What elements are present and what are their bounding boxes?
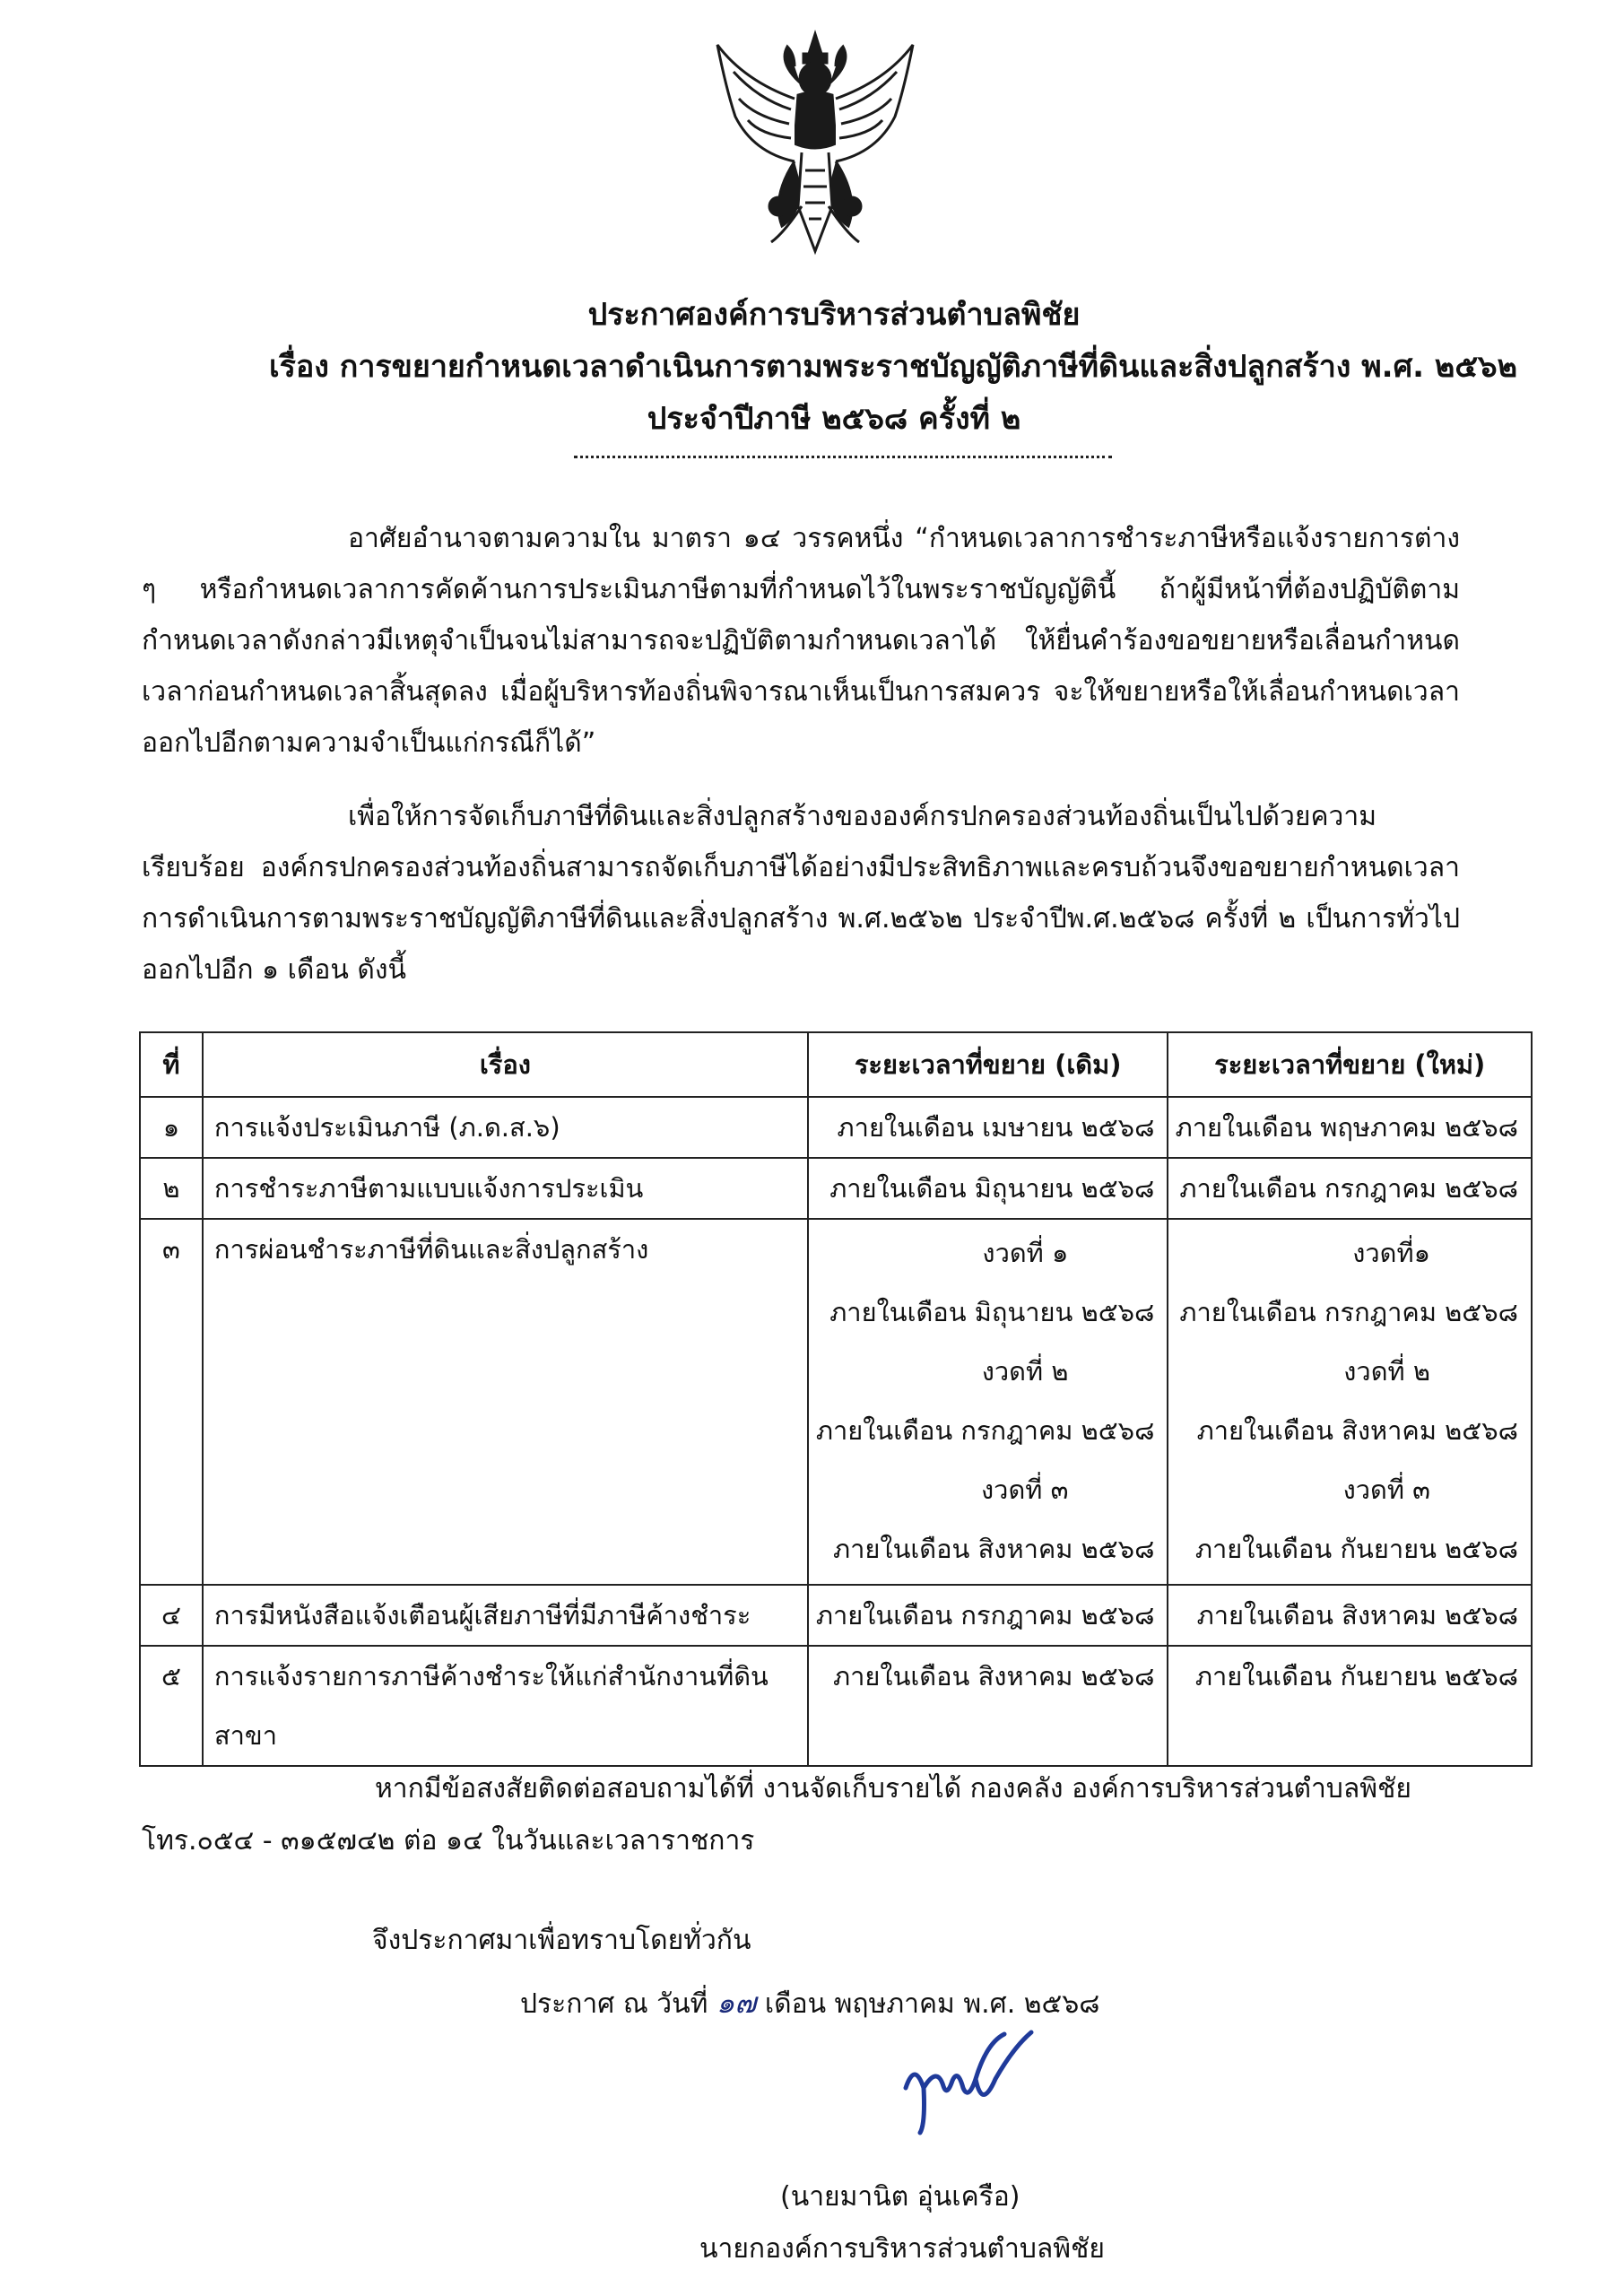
table-header-row	[140, 1032, 1532, 1097]
date-suffix: เดือน พฤษภาคม พ.ศ. ๒๕๖๘	[764, 1988, 1100, 2020]
row-new-installments	[1168, 1219, 1532, 1585]
installment-period: ภายในเดือน กรกฎาคม ๒๕๖๘	[815, 1415, 1155, 1446]
table-row	[140, 1097, 1532, 1158]
row-no: ๓	[140, 1219, 203, 1585]
title-divider	[574, 456, 1112, 458]
header-new-period: ระยะเวลาที่ขยาย (ใหม่)	[1168, 1032, 1532, 1097]
installment-label: งวดที่ ๓	[1342, 1474, 1430, 1505]
signer-name: (นายมานิต อุ่นเครือ)	[780, 2181, 1020, 2213]
announcement-tax-year: ประจำปีภาษี ๒๕๖๘ ครั้งที่ ๒	[647, 401, 1021, 437]
row-subject: การชำระภาษีตามแบบแจ้งการประเมิน	[203, 1158, 808, 1219]
paragraph-legal-basis-text: อาศัยอำนาจตามความใน มาตรา ๑๔ วรรคหนึ่ง “กำหนดเวลาการชำระภาษีหรือแจ้งรายการต่าง ๆ หรือกำหนดเวลาการคัดค้านการประเมินภาษีตามที่กำหนดไว้ในพระราชบัญญัตินี้ ถ้าผู้มีหน้าที่ต้องปฏิบัติตามกำหนดเวลาดังกล่าวมีเหตุจำเป็นจนไม่สามารถจะปฏิบัติตามกำหนดเวลาได้ ให้ยื่นคำร้องขอขยายหรือเลื่อนกำหนดเวลาก่อนกำหนดเวลาสิ้นสุดลง เมื่อผู้บริหารท้องถิ่นพิจารณาเห็นเป็นการสมควร จะให้ขยายหรือให้เลื่อนกำหนดเวลาออกไปอีกตามความจำเป็นแก่กรณีก็ได้”	[142, 523, 1460, 759]
closing-announce: จึงประกาศมาเพื่อทราบโดยทั่วกัน	[372, 1925, 751, 1956]
table-row	[140, 1219, 1532, 1585]
row-new-period: ภายในเดือน สิงหาคม ๒๕๖๘	[1168, 1585, 1532, 1646]
contact-block	[142, 1763, 1460, 1867]
installment-period: ภายในเดือน กรกฎาคม ๒๕๖๘	[1179, 1297, 1518, 1327]
paragraph-purpose-text: เพื่อให้การจัดเก็บภาษีที่ดินและสิ่งปลูกสร้างขององค์กรปกครองส่วนท้องถิ่นเป็นไปด้วยความเรียบร้อย องค์กรปกครองส่วนท้องถิ่นสามารถจัดเก็บภาษีได้อย่างมีประสิทธิภาพและครบถ้วนจึงขอขยายกำหนดเวลาการดำเนินการตามพระราชบัญญัติภาษีที่ดินและสิ่งปลูกสร้าง พ.ศ.๒๕๖๒ ประจำปีพ.ศ.๒๕๖๘ ครั้งที่ ๒ เป็นการทั่วไป ออกไปอีก ๑ เดือน ดังนี้	[142, 801, 1460, 986]
row-subject: การแจ้งรายการภาษีค้างชำระให้แก่สำนักงานที่ดินสาขา	[203, 1646, 808, 1766]
header-no: ที่	[140, 1032, 203, 1097]
garuda-emblem-icon	[708, 27, 922, 260]
installment-label: งวดที่๑	[1352, 1238, 1430, 1268]
table-row	[140, 1158, 1532, 1219]
announcement-date	[520, 1980, 1099, 2026]
row-old-installments	[808, 1219, 1168, 1585]
extension-schedule-table	[139, 1031, 1533, 1767]
installment-period: ภายในเดือน สิงหาคม ๒๕๖๘	[833, 1534, 1155, 1564]
installment-label: งวดที่ ๒	[1343, 1356, 1430, 1387]
paragraph-legal-basis	[142, 513, 1460, 769]
installment-label: งวดที่ ๓	[981, 1474, 1069, 1505]
announcement-subject: เรื่อง การขยายกำหนดเวลาดำเนินการตามพระราชบัญญัติภาษีที่ดินและสิ่งปลูกสร้าง พ.ศ. ๒๕๖๒	[269, 349, 1518, 385]
row-old-period: ภายในเดือน กรกฎาคม ๒๕๖๘	[808, 1585, 1168, 1646]
signer-title: นายกองค์การบริหารส่วนตำบลพิชัย	[699, 2233, 1105, 2265]
row-old-period: ภายในเดือน สิงหาคม ๒๕๖๘	[808, 1646, 1168, 1766]
title-block	[269, 289, 1518, 445]
row-no: ๕	[140, 1646, 203, 1766]
header-subject: เรื่อง	[203, 1032, 808, 1097]
row-new-period: ภายในเดือน กันยายน ๒๕๖๘	[1168, 1646, 1532, 1766]
row-old-period: ภายในเดือน เมษายน ๒๕๖๘	[808, 1097, 1168, 1158]
row-no: ๒	[140, 1158, 203, 1219]
row-new-period: ภายในเดือน พฤษภาคม ๒๕๖๘	[1168, 1097, 1532, 1158]
installment-label: งวดที่ ๑	[982, 1238, 1069, 1268]
contact-line-1-text: หากมีข้อสงสัยติดต่อสอบถามได้ที่ งานจัดเก็บรายได้ กองคลัง องค์การบริหารส่วนตำบลพิชัย	[375, 1773, 1411, 1805]
row-no: ๔	[140, 1585, 203, 1646]
row-old-period: ภายในเดือน มิถุนายน ๒๕๖๘	[808, 1158, 1168, 1219]
row-no: ๑	[140, 1097, 203, 1158]
date-day: ๑๗	[716, 1986, 757, 2020]
row-new-period: ภายในเดือน กรกฎาคม ๒๕๖๘	[1168, 1158, 1532, 1219]
handwritten-signature	[888, 2025, 1049, 2142]
table-row	[140, 1646, 1532, 1766]
table-row	[140, 1585, 1532, 1646]
contact-line-2: โทร.๐๕๔ - ๓๑๕๗๔๒ ต่อ ๑๔ ในวันและเวลาราชการ	[142, 1825, 755, 1857]
installment-label: งวดที่ ๒	[981, 1356, 1069, 1387]
contact-line-1	[142, 1763, 1460, 1815]
installment-period: ภายในเดือน มิถุนายน ๒๕๖๘	[829, 1297, 1155, 1327]
header-old-period: ระยะเวลาที่ขยาย (เดิม)	[808, 1032, 1168, 1097]
row-subject: การมีหนังสือแจ้งเตือนผู้เสียภาษีที่มีภาษีค้างชำระ	[203, 1585, 808, 1646]
paragraph-purpose	[142, 791, 1460, 996]
row-subject: การแจ้งประเมินภาษี (ภ.ด.ส.๖)	[203, 1097, 808, 1158]
row-subject: การผ่อนชำระภาษีที่ดินและสิ่งปลูกสร้าง	[203, 1219, 808, 1585]
date-prefix: ประกาศ ณ วันที่	[520, 1988, 708, 2020]
installment-period: ภายในเดือน สิงหาคม ๒๕๖๘	[1196, 1415, 1518, 1446]
announcement-title: ประกาศองค์การบริหารส่วนตำบลพิชัย	[587, 297, 1081, 333]
installment-period: ภายในเดือน กันยายน ๒๕๖๘	[1194, 1534, 1518, 1564]
